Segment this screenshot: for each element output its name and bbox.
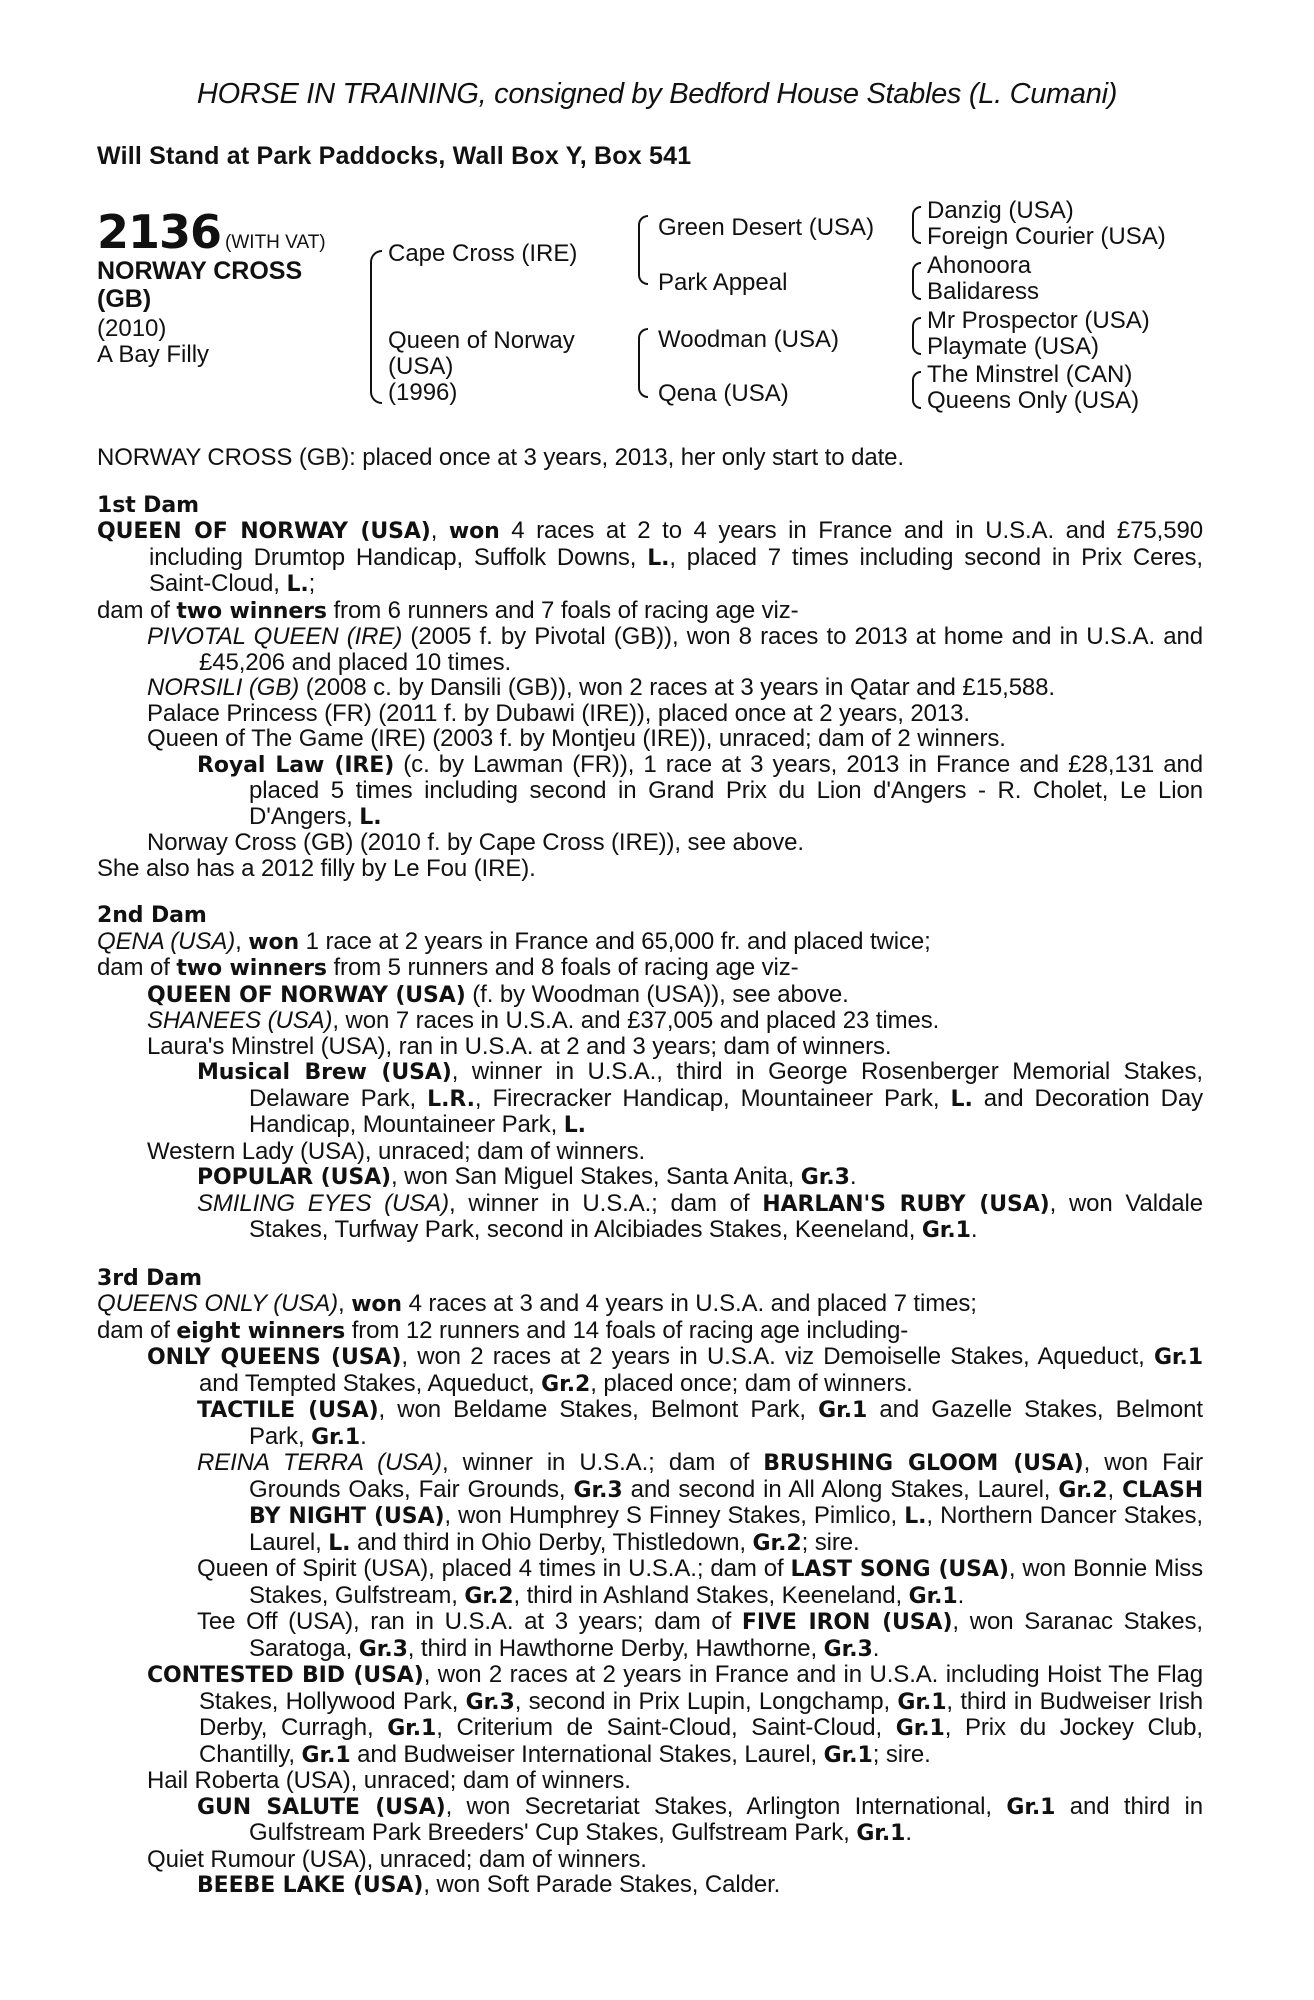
produce-entry: BEEBE LAKE (USA), won Soft Parade Stakes, Calder.: [197, 1871, 781, 1898]
pedigree-g3-5: Mr Prospector (USA): [927, 307, 1150, 334]
second-dam-section: [97, 903, 1203, 1244]
pedigree-bracket-gen3-1: [912, 206, 921, 244]
second-dam-record: QENA (USA), won 1 race at 2 years in France and 65,000 fr. and placed twice;: [97, 927, 931, 955]
pedigree-dam: [388, 328, 575, 406]
third-dam-record: QUEENS ONLY (USA), won 4 races at 3 and 4 years in U.S.A. and placed 7 times;: [97, 1290, 977, 1317]
first-dam-produce-summary: dam of two winners from 6 runners and 7 foals of racing age viz-: [97, 596, 799, 624]
pedigree-dam-dam: Qena (USA): [658, 380, 789, 407]
pedigree-bracket-gen2-dam: [638, 328, 648, 398]
horse-name: [97, 257, 302, 313]
pedigree-sire-dam: Park Appeal: [658, 269, 788, 296]
produce-entry: Hail Roberta (USA), unraced; dam of winners.: [147, 1767, 631, 1794]
horse-name-line1: NORWAY CROSS: [97, 257, 303, 285]
produce-entry: ONLY QUEENS (USA), won 2 races at 2 years in U.S.A. viz Demoiselle Stakes, Aqueduct, Gr.1 and Tempted Stakes, Aqueduct, Gr.2, placed once; dam of winners.: [147, 1343, 1203, 1397]
produce-entry: TACTILE (USA), won Beldame Stakes, Belmont Park, Gr.1 and Gazelle Stakes, Belmont Park, Gr.1.: [197, 1396, 1203, 1450]
produce-entry: REINA TERRA (USA), winner in U.S.A.; dam of BRUSHING GLOOM (USA), won Fair Grounds Oaks, Fair Grounds, Gr.3 and second in All Along Stakes, Laurel, Gr.2, CLASH BY NIGHT (USA), won Humphrey S Finney Stakes, Pimlico, L., Northern Dancer Stakes, Laurel, L. and third in Ohio Derby, Thistledown, Gr.2; sire.: [197, 1449, 1204, 1556]
pedigree-sire: Cape Cross (IRE): [388, 240, 578, 267]
pedigree-bracket-gen3-4: [912, 371, 921, 409]
first-dam-record: QUEEN OF NORWAY (USA), won 4 races at 2 to 4 years in France and in U.S.A. and £75,590 including Drumtop Handicap, Suffolk Downs, L., placed 7 times including second in Prix Ceres, Saint-Cloud, L.;: [97, 517, 1204, 597]
produce-entry: Quiet Rumour (USA), unraced; dam of winners.: [147, 1845, 647, 1873]
pedigree-bracket-gen3-2: [912, 262, 921, 300]
produce-entry: QUEEN OF NORWAY (USA) (f. by Woodman (USA)), see above.: [147, 980, 849, 1008]
pedigree-g3-7: The Minstrel (CAN): [927, 361, 1133, 388]
produce-entry: NORSILI (GB) (2008 c. by Dansili (GB)), won 2 races at 3 years in Qatar and £15,588.: [147, 674, 1055, 701]
lot-number: 2136: [97, 205, 222, 259]
third-dam-section: [97, 1266, 1203, 1899]
race-summary: NORWAY CROSS (GB): placed once at 3 years, 2013, her only start to date.: [97, 444, 904, 471]
pedigree-g3-6: Playmate (USA): [927, 333, 1100, 360]
pedigree-sire-sire: Green Desert (USA): [658, 214, 875, 241]
pedigree-notes: [97, 445, 1203, 1899]
produce-entry: Norway Cross (GB) (2010 f. by Cape Cross (IRE)), see above.: [147, 829, 804, 856]
horse-name-line2: (GB): [97, 285, 152, 313]
pedigree-dam-sire: Woodman (USA): [658, 326, 839, 353]
first-dam-heading: 1st Dam: [97, 492, 199, 518]
produce-entry: Queen of The Game (IRE) (2003 f. by Montjeu (IRE)), unraced; dam of 2 winners.: [147, 725, 1006, 752]
second-dam-heading: 2nd Dam: [97, 903, 207, 928]
produce-entry: Royal Law (IRE) (c. by Lawman (FR)), 1 race at 3 years, 2013 in France and £28,131 and placed 5 times including second in Grand Prix du Lion d'Angers - R. Cholet, Le Lion D'Angers, L.: [197, 750, 1203, 830]
third-dam-heading: 3rd Dam: [97, 1265, 202, 1291]
pedigree-g3-2: Foreign Courier (USA): [927, 223, 1166, 250]
produce-entry: SMILING EYES (USA), winner in U.S.A.; dam of HARLAN'S RUBY (USA), won Valdale Stakes, Turfway Park, second in Alcibiades Stakes, Keeneland, Gr.1.: [197, 1189, 1204, 1243]
produce-entry: POPULAR (USA), won San Miguel Stakes, Santa Anita, Gr.3.: [197, 1163, 857, 1190]
first-dam-section: [97, 493, 1203, 882]
pedigree-bracket-gen3-3: [912, 317, 921, 355]
pedigree-dam-line1: Queen of Norway: [388, 327, 575, 354]
second-dam-produce-summary: dam of two winners from 5 runners and 8 foals of racing age viz-: [97, 954, 799, 981]
third-dam-produce-summary: dam of eight winners from 12 runners and 14 foals of racing age including-: [97, 1316, 909, 1344]
pedigree-dam-line3: (1996): [388, 379, 458, 406]
pedigree-bracket-gen1: [370, 250, 382, 404]
foal-year: (2010): [97, 315, 167, 342]
produce-entry: Tee Off (USA), ran in U.S.A. at 3 years; dam of FIVE IRON (USA), won Saranac Stakes, Saratoga, Gr.3, third in Hawthorne Derby, Hawthorne, Gr.3.: [197, 1608, 1203, 1662]
stand-location: Will Stand at Park Paddocks, Wall Box Y, Box 541: [97, 142, 692, 170]
produce-entry: SHANEES (USA), won 7 races in U.S.A. and £37,005 and placed 23 times.: [147, 1007, 940, 1034]
page-title: HORSE IN TRAINING, consigned by Bedford House Stables (L. Cumani): [196, 78, 1118, 110]
horse-description: A Bay Filly: [97, 341, 210, 368]
produce-entry: Western Lady (USA), unraced; dam of winners.: [147, 1137, 646, 1165]
horse-details: [97, 316, 209, 368]
lot-vat: (WITH VAT): [225, 232, 326, 253]
produce-entry: CONTESTED BID (USA), won 2 races at 2 years in France and in U.S.A. including Hoist The Flag Stakes, Hollywood Park, Gr.3, second in Prix Lupin, Longchamp, Gr.1, third in Budweiser Irish Derby, Curragh, Gr.1, Criterium de Saint-Cloud, Saint-Cloud, Gr.1, Prix du Jockey Club, Chantilly, Gr.1 and Budweiser International Stakes, Laurel, Gr.1; sire.: [147, 1661, 1203, 1768]
produce-entry: Palace Princess (FR) (2011 f. by Dubawi (IRE)), placed once at 2 years, 2013.: [147, 699, 970, 727]
produce-entry: Laura's Minstrel (USA), ran in U.S.A. at 2 and 3 years; dam of winners.: [147, 1032, 892, 1060]
pedigree-g3-3: Ahonoora: [927, 252, 1032, 279]
produce-entry: GUN SALUTE (USA), won Secretariat Stakes, Arlington International, Gr.1 and third in Gulfstream Park Breeders' Cup Stakes, Gulfstream Park, Gr.1.: [197, 1792, 1203, 1846]
lot-heading: [97, 205, 326, 259]
pedigree-g3-1: Danzig (USA): [927, 197, 1074, 224]
produce-entry: Musical Brew (USA), winner in U.S.A., third in George Rosenberger Memorial Stakes, Delaware Park, L.R., Firecracker Handicap, Mountaineer Park, L. and Decoration Day Handicap, Mountaineer Park, L.: [197, 1058, 1204, 1138]
pedigree-g3-8: Queens Only (USA): [927, 387, 1140, 414]
produce-note: She also has a 2012 filly by Le Fou (IRE).: [97, 854, 536, 882]
produce-entry: PIVOTAL QUEEN (IRE) (2005 f. by Pivotal (GB)), won 8 races to 2013 at home and in U.S.A. and £45,206 and placed 10 times.: [147, 623, 1203, 676]
pedigree-dam-line2: (USA): [388, 353, 454, 380]
pedigree-block: [0, 195, 1314, 435]
produce-entry: Queen of Spirit (USA), placed 4 times in U.S.A.; dam of LAST SONG (USA), won Bonnie Miss Stakes, Gulfstream, Gr.2, third in Ashland Stakes, Keeneland, Gr.1.: [197, 1555, 1203, 1609]
pedigree-g3-4: Balidaress: [927, 278, 1040, 305]
pedigree-bracket-gen2-sire: [638, 215, 648, 285]
